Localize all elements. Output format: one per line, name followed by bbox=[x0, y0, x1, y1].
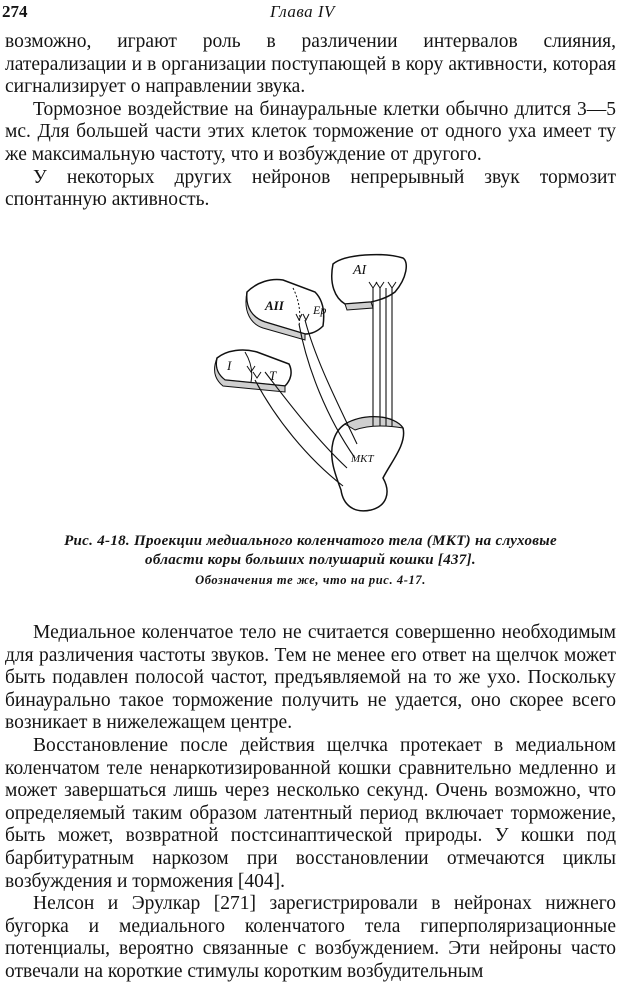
page-number: 274 bbox=[2, 2, 28, 21]
bottom-text bbox=[5, 622, 616, 984]
figure-mkt-projections bbox=[195, 248, 425, 523]
figure-caption bbox=[5, 532, 616, 589]
paragraph-mkt-frequency: Медиальное коленчатое тело не считается совершенно необходимым для различения частоты звуков. Тем не менее его ответ на щелчок может быть подавлен полосой частот, предъявляемой на то же ухо. Поскольку бинаурально такое торможение получить не удается, оно скорее всего возникает в нижележащем центре. bbox=[5, 622, 616, 734]
paragraph-continued: возможно, играют роль в различении интервалов слияния, латерализации и в организации поступающей в кору активности, которая сигнализирует о направлении звука. bbox=[5, 31, 616, 98]
label-ai: AI bbox=[353, 263, 367, 278]
paragraph-recovery: Восстановление после действия щелчка протекает в медиальном коленчатом теле ненаркотизированной кошки сравнительно медленно и может завершаться лишь через несколько секунд. Очень возможно, что определяемый таким образом латентный период включает торможение, быть может, возвратной постсинаптической природы. У кошки под барбитуратным наркозом при восстановлении отмечаются циклы возбуждения и торможения [404]. bbox=[5, 734, 616, 892]
running-head: Глава IV bbox=[270, 2, 335, 21]
page-header bbox=[0, 2, 620, 24]
brain-projection-diagram bbox=[195, 248, 425, 523]
caption-note: Обозначения те же, что на рис. 4-17. bbox=[195, 573, 426, 587]
caption-line-2: области коры больших полушарий кошки [437]. bbox=[145, 552, 476, 568]
paragraph-spontaneous: У некоторых других нейронов непрерывный звук тормозит спонтанную активность. bbox=[5, 166, 616, 211]
label-ep: Ep bbox=[313, 303, 327, 317]
label-i: I bbox=[227, 358, 232, 373]
label-aii: AII bbox=[265, 298, 284, 313]
paragraph-inhibition: Тормозное воздействие на бинауральные клетки обычно длится 3—5 мс. Для большей части этих клеток торможение от одного уха имеет ту же максимальную частоту, что и возбуждение от другого. bbox=[5, 98, 616, 165]
paragraph-nelson: Нелсон и Эрулкар [271] зарегистрировали в нейронах нижнего бугорка и медиального коленчатого тела гиперполяризационные потенциалы, вероятно связанные с возбуждением. Эти нейроны часто отвечали на короткие стимулы коротким возбудительным bbox=[5, 893, 616, 982]
label-t: T bbox=[269, 368, 277, 383]
region-ai-edge bbox=[345, 302, 373, 310]
top-text bbox=[5, 31, 616, 212]
caption-line-1: Рис. 4-18. Проекции медиального коленчатого тела (МКТ) на слуховые bbox=[64, 533, 557, 549]
region-ai bbox=[332, 255, 407, 304]
label-mkt: MKT bbox=[351, 453, 374, 465]
